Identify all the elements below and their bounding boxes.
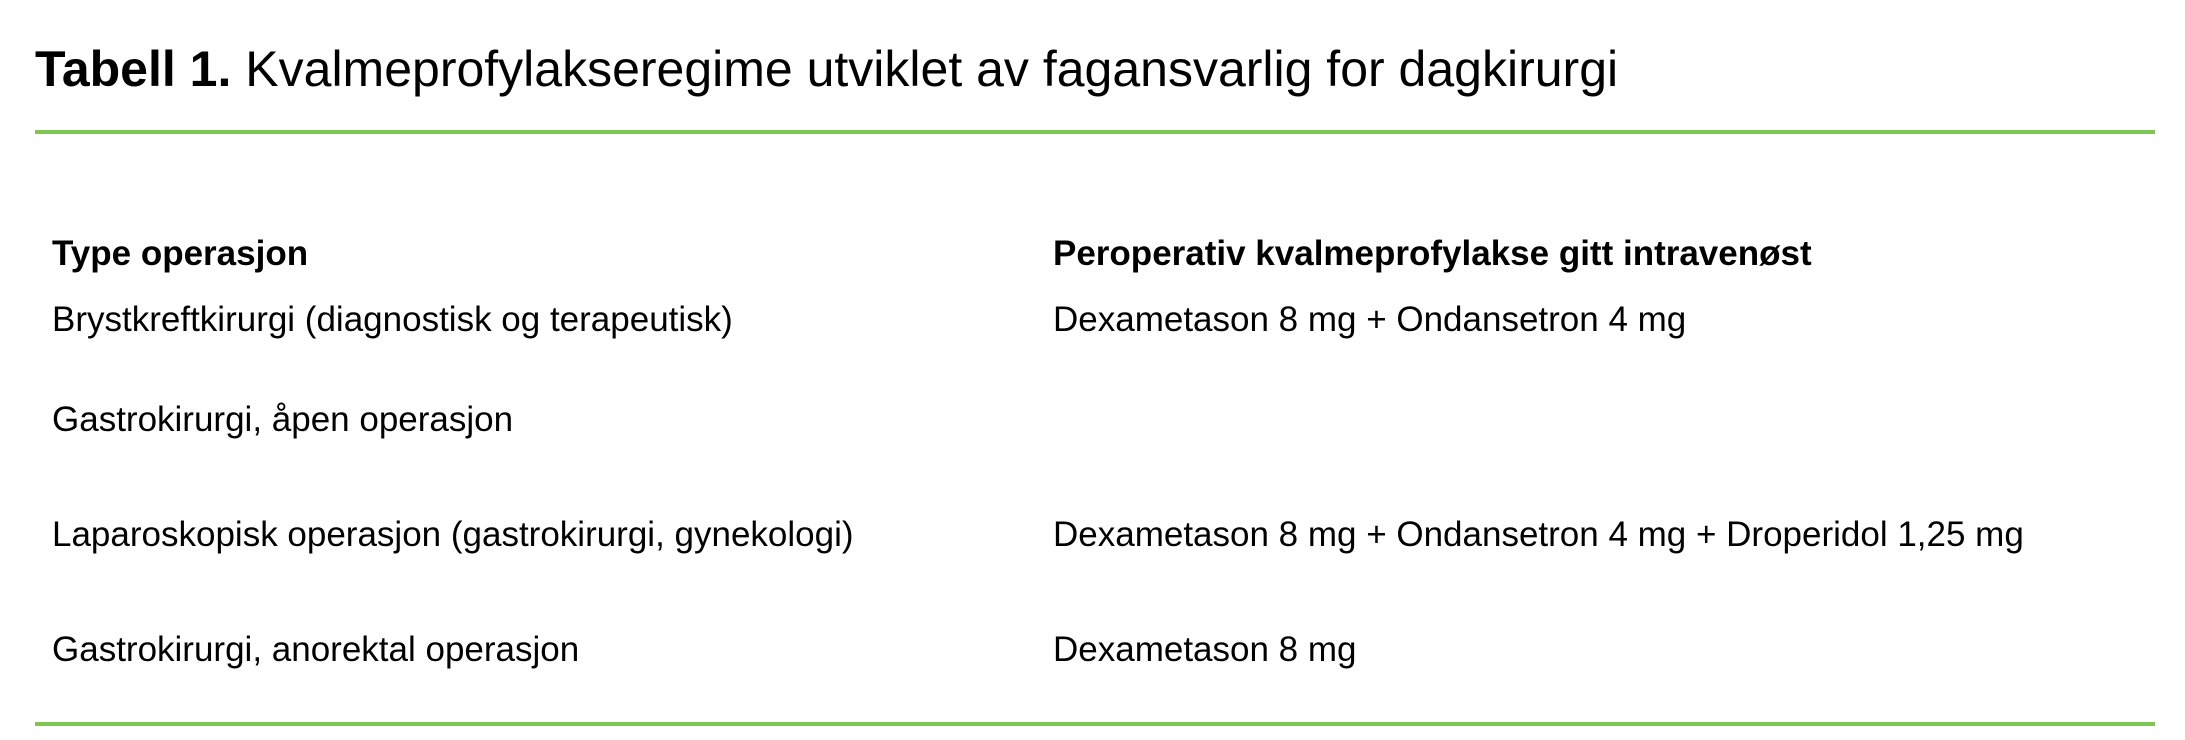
bottom-rule (35, 722, 2155, 726)
row-1-prophylaxis: Dexametason 8 mg + Ondansetron 4 mg (1053, 300, 1687, 339)
row-3-operation: Laparoskopisk operasjon (gastrokirurgi, gynekologi) (52, 515, 854, 554)
top-rule (35, 130, 2155, 134)
row-4-operation: Gastrokirurgi, anorektal operasjon (52, 630, 580, 669)
row-3-prophylaxis: Dexametason 8 mg + Ondansetron 4 mg + Droperidol 1,25 mg (1053, 515, 2024, 554)
header-type-operasjon: Type operasjon (52, 234, 309, 273)
table-title-label: Tabell 1. (35, 41, 232, 97)
table-title (35, 36, 1618, 102)
row-2-operation: Gastrokirurgi, åpen operasjon (52, 400, 514, 439)
table-title-text: Kvalmeprofylakseregime utviklet av fagansvarlig for dagkirurgi (245, 41, 1619, 97)
row-4-prophylaxis: Dexametason 8 mg (1053, 630, 1357, 669)
header-kvalmeprofylakse: Peroperativ kvalmeprofylakse gitt intravenøst (1053, 234, 1812, 273)
row-1-operation: Brystkreftkirurgi (diagnostisk og terapeutisk) (52, 300, 733, 339)
